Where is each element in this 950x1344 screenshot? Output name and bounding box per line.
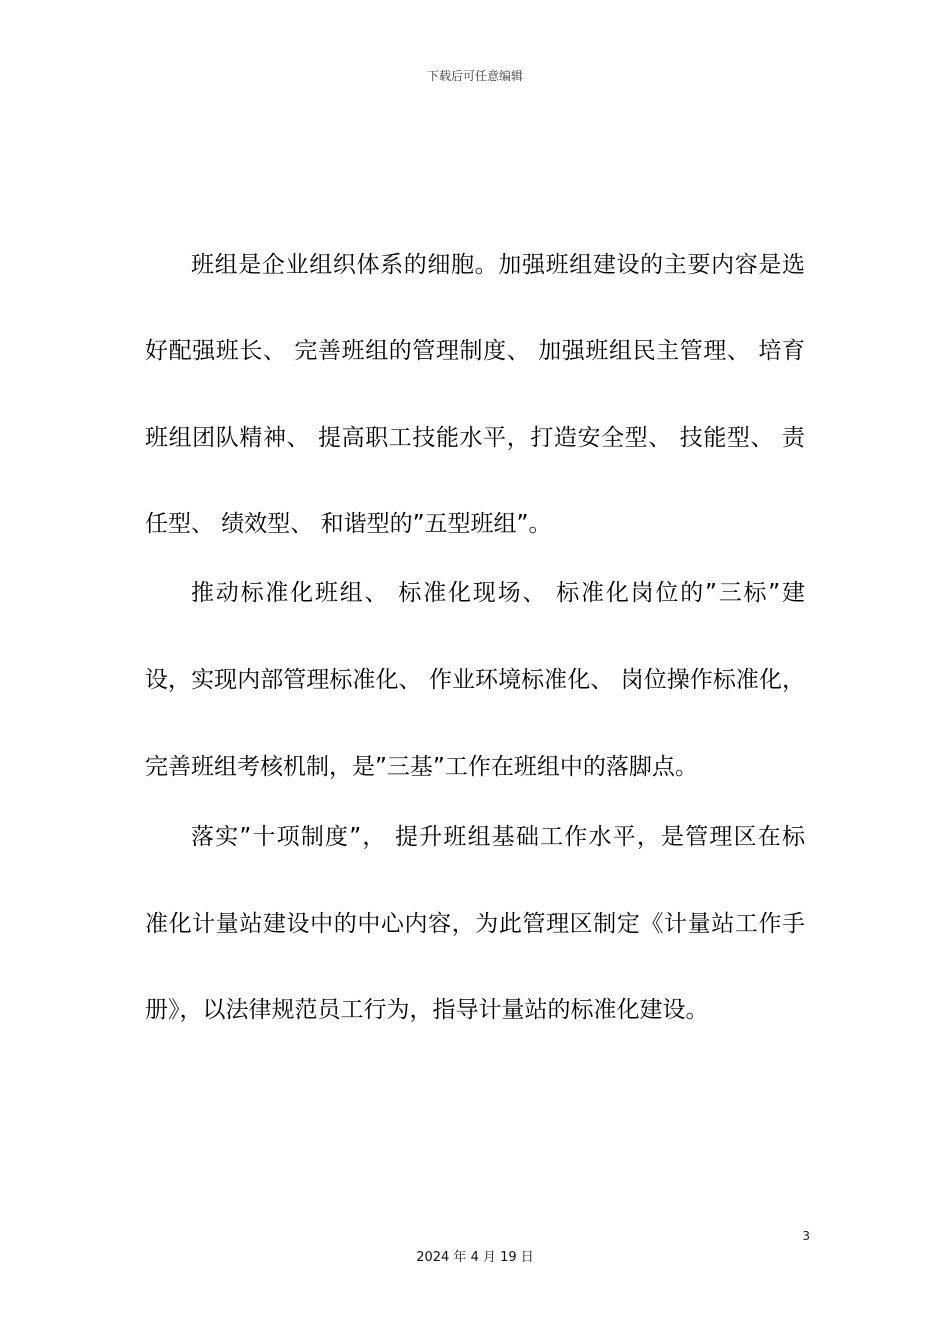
footer-date: 2024 年 4 月 19 日 (416, 1250, 534, 1265)
paragraph-1-line-4: 任型、 绩效型、 和谐型的”五型班组”。 (145, 511, 552, 537)
paragraph-3-line-1: 落实”十项制度”， 提升班组基础工作水平，是管理区在标 (191, 824, 805, 850)
paragraph-1-line-3: 班组团队精神、 提高职工技能水平，打造安全型、 技能型、 责 (145, 425, 805, 451)
paragraph-2-line-1: 推动标准化班组、 标准化现场、 标准化岗位的”三标”建 (191, 580, 805, 606)
paragraph-2-line-3: 完善班组考核机制，是”三基”工作在班组中的落脚点。 (145, 754, 698, 780)
paragraph-3-line-2: 准化计量站建设中的中心内容，为此管理区制定《计量站工作手 (145, 911, 805, 937)
paragraph-3-line-3: 册》，以法律规范员工行为，指导计量站的标准化建设。 (145, 997, 709, 1023)
paragraph-2-line-2: 设，实现内部管理标准化、 作业环境标准化、 岗位操作标准化， (145, 667, 805, 693)
paragraph-1-line-1: 班组是企业组织体系的细胞。加强班组建设的主要内容是选 (191, 252, 805, 278)
page-number: 3 (802, 1229, 810, 1243)
paragraph-1-line-2: 好配强班长、 完善班组的管理制度、 加强班组民主管理、 培育 (145, 338, 805, 364)
header-note: 下载后可任意编辑 (426, 69, 523, 83)
